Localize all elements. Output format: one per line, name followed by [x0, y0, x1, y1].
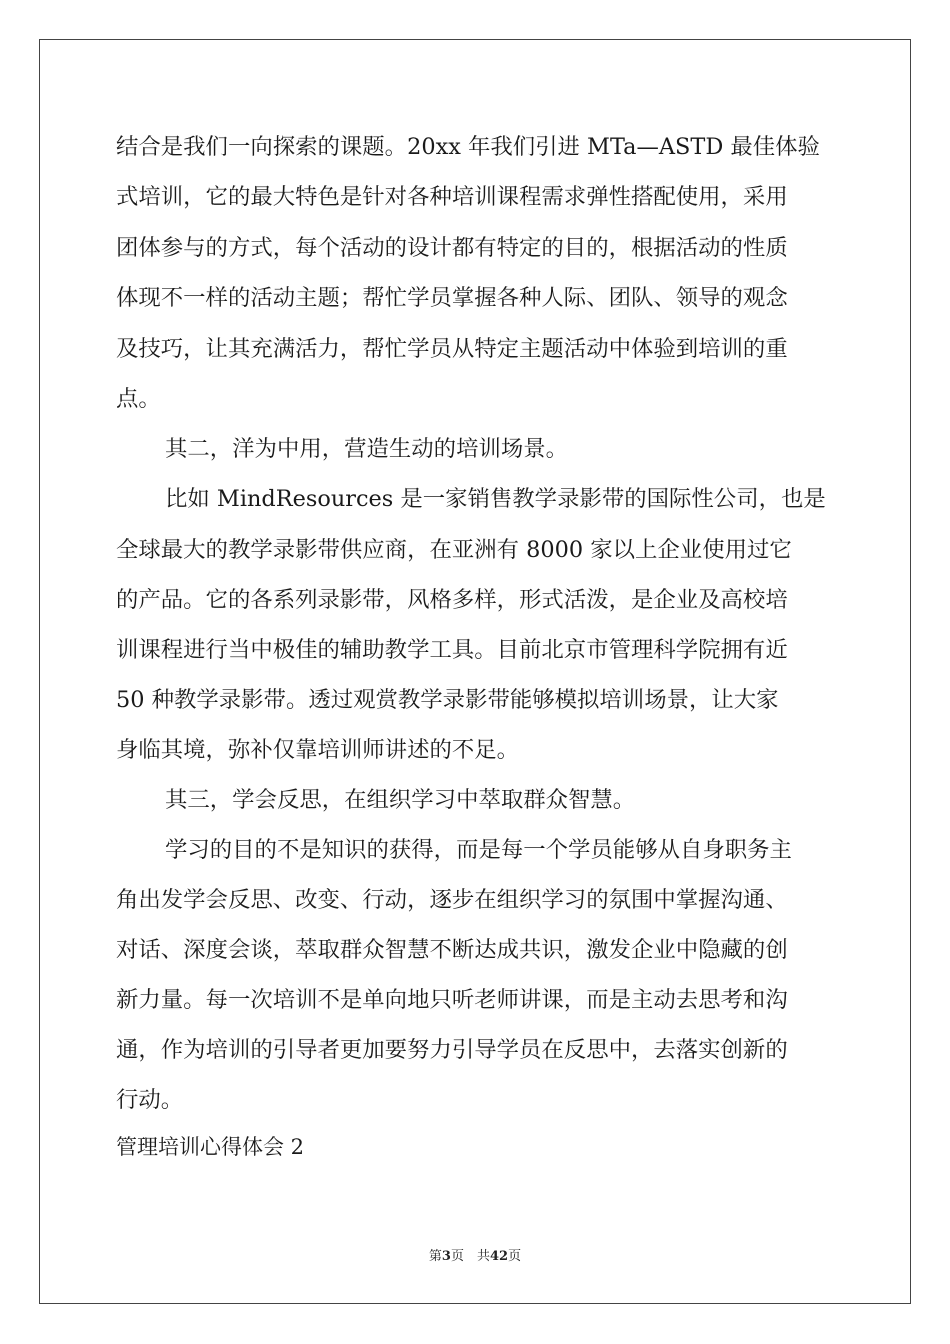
paragraph-line: 团体参与的方式，每个活动的设计都有特定的目的，根据活动的性质: [116, 235, 788, 261]
paragraph-line: 训课程进行当中极佳的辅助教学工具。目前北京市管理科学院拥有近: [116, 637, 788, 663]
paragraph-line: 角出发学会反思、改变、行动，逐步在组织学习的氛围中掌握沟通、: [116, 887, 788, 913]
page-total-number: 42: [489, 1249, 509, 1264]
paragraph-line: 新力量。每一次培训不是单向地只听老师讲课，而是主动去思考和沟: [116, 987, 788, 1013]
paragraph-line: 比如 MindResources 是一家销售教学录影带的国际性公司，也是: [165, 486, 826, 512]
paragraph-line: 式培训，它的最大特色是针对各种培训课程需求弹性搭配使用，采用: [116, 184, 788, 210]
paragraph-line: 结合是我们一向探索的课题。20xx 年我们引进 MTa—ASTD 最佳体验: [116, 134, 820, 160]
paragraph-line: 点。: [116, 386, 161, 412]
section-heading: 管理培训心得体会 2: [116, 1135, 305, 1159]
paragraph-line: 行动。: [116, 1087, 184, 1113]
paragraph-line: 体现不一样的活动主题；帮忙学员掌握各种人际、团队、领导的观念: [116, 285, 788, 311]
paragraph-line: 及技巧，让其充满活力，帮忙学员从特定主题活动中体验到培训的重: [116, 336, 788, 362]
page-label-prefix: 第: [428, 1249, 442, 1264]
paragraph-line: 其三，学会反思，在组织学习中萃取群众智慧。: [165, 787, 636, 813]
paragraph-line: 学习的目的不是知识的获得，而是每一个学员能够从自身职务主: [165, 837, 792, 863]
paragraph-line: 的产品。它的各系列录影带，风格多样，形式活泼，是企业及高校培: [116, 587, 788, 613]
paragraph-line: 其二，洋为中用，营造生动的培训场景。: [165, 436, 569, 462]
paragraph-line: 通，作为培训的引导者更加要努力引导学员在反思中，去落实创新的: [116, 1037, 788, 1063]
page-label-suffix: 页: [508, 1249, 522, 1264]
paragraph-line: 全球最大的教学录影带供应商，在亚洲有 8000 家以上企业使用过它: [116, 537, 792, 563]
page-footer: [0, 1247, 950, 1267]
paragraph-line: 身临其境，弥补仅靠培训师讲述的不足。: [116, 737, 520, 763]
page-current-number: 3: [441, 1249, 451, 1264]
paragraph-line: 50 种教学录影带。透过观赏教学录影带能够模拟培训场景，让大家: [116, 687, 779, 713]
paragraph-line: 对话、深度会谈，萃取群众智慧不断达成共识，激发企业中隐藏的创: [116, 937, 788, 963]
page-label-mid: 页 共: [450, 1249, 490, 1264]
